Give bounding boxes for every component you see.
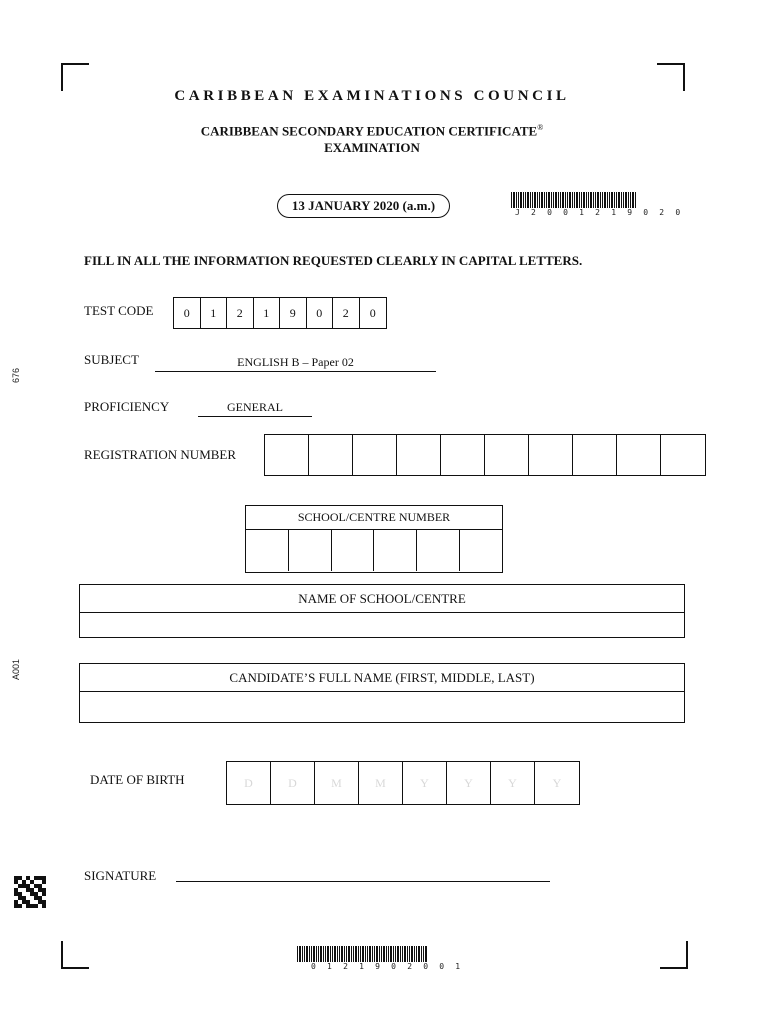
registration-cell[interactable] [617,435,661,475]
barcode-bar [632,192,634,208]
barcode-bar [588,192,589,208]
registration-cell[interactable] [441,435,485,475]
barcode-bar [541,192,543,208]
barcode-bar [346,946,347,962]
barcode-bar [614,192,615,208]
dob-cell[interactable]: M [359,762,403,804]
barcode-bar [393,946,394,962]
dob-cell[interactable]: Y [447,762,491,804]
centre-number-cells [246,530,502,571]
candidate-name-box [79,663,685,723]
top-barcode-digits: J 2 0 0 1 2 1 9 0 2 0 [515,208,684,217]
barcode-bar [595,192,596,208]
barcode-bar [344,946,345,962]
centre-number-cell[interactable] [332,530,375,571]
dob-boxes [226,761,580,805]
barcode-bar [411,946,413,962]
test-code-digit: 2 [333,298,360,328]
registration-cell[interactable] [309,435,353,475]
barcode-bar [513,192,515,208]
barcode-bar [574,192,575,208]
barcode-bar [402,946,403,962]
barcode-bar [334,946,336,962]
barcode-bar [567,192,568,208]
barcode-bar [590,192,592,208]
barcode-bar [523,192,524,208]
side-code-middle: A001 [11,658,21,680]
certificate-title-text: CARIBBEAN SECONDARY EDUCATION CERTIFICATE [200,123,538,139]
barcode-bar [355,946,357,962]
bottom-barcode-digits: 0 1 2 1 9 0 2 0 0 1 [311,962,464,971]
barcode-bar [423,946,424,962]
barcode-bar [579,192,580,208]
barcode-bar [539,192,540,208]
barcode-bar [635,192,636,208]
barcode-bar [625,192,627,208]
barcode-bar [544,192,545,208]
barcode-bar [327,946,329,962]
barcode-bar [562,192,564,208]
centre-number-cell[interactable] [246,530,289,571]
examination-title: EXAMINATION [324,140,420,155]
barcode-bar [630,192,631,208]
crop-mark-bottom-right [660,941,688,969]
subject-field[interactable] [155,355,436,372]
crop-mark-top-right [657,63,685,91]
barcode-bar [548,192,550,208]
barcode-bar [560,192,561,208]
barcode-bar [297,946,298,962]
barcode-bar [381,946,382,962]
centre-number-cell[interactable] [417,530,460,571]
barcode-bar [365,946,366,962]
dob-cell[interactable]: D [227,762,271,804]
registered-mark: ® [537,123,544,132]
barcode-bar [304,946,305,962]
registration-boxes [264,434,706,476]
barcode-bar [534,192,536,208]
registration-label: REGISTRATION NUMBER [84,447,237,462]
barcode-bar [516,192,517,208]
barcode-bar [621,192,622,208]
barcode-bar [390,946,392,962]
subject-label: SUBJECT [84,352,139,367]
barcode-bar [348,946,350,962]
proficiency-field[interactable] [198,400,312,417]
barcode-bar [383,946,385,962]
barcode-bar [397,946,399,962]
barcode-bar [320,946,322,962]
barcode-bar [386,946,387,962]
school-name-box [79,584,685,638]
barcode-bar [604,192,606,208]
barcode-bar [551,192,552,208]
barcode-bar [555,192,557,208]
barcode-bar [576,192,578,208]
barcode-bar [358,946,359,962]
test-code-boxes [173,297,387,329]
barcode-bar [609,192,610,208]
dob-cell[interactable]: Y [491,762,535,804]
barcode-bar [569,192,571,208]
test-code-digit: 1 [201,298,228,328]
candidate-name-label: CANDIDATE’S FULL NAME (FIRST, MIDDLE, LAST) [80,664,684,692]
barcode-bar [418,946,420,962]
barcode-bar [332,946,333,962]
barcode-bar [353,946,354,962]
barcode-bar [313,946,315,962]
centre-number-cell[interactable] [374,530,417,571]
qr-code-icon [14,876,46,908]
dob-cell[interactable]: D [271,762,315,804]
top-barcode [511,192,683,217]
barcode-bar [546,192,547,208]
barcode-bar [421,946,422,962]
test-code-digit: 0 [307,298,334,328]
barcode-bar [618,192,620,208]
barcode-bar [306,946,308,962]
test-code-digit: 2 [227,298,254,328]
barcode-bar [351,946,352,962]
dob-cell[interactable]: Y [403,762,447,804]
centre-number-box [245,505,503,573]
dob-cell[interactable]: M [315,762,359,804]
school-name-field[interactable] [80,613,684,637]
barcode-bar [530,192,531,208]
barcode-bar [527,192,529,208]
crop-mark-top-left [61,63,89,91]
council-title: CARIBBEAN EXAMINATIONS COUNCIL [174,88,570,104]
barcode-bar [623,192,624,208]
barcode-bar [369,946,371,962]
barcode-bar [400,946,401,962]
test-code-digit: 9 [280,298,307,328]
barcode-bar [511,192,512,208]
barcode-bar [337,946,338,962]
registration-cell[interactable] [661,435,705,475]
barcode-bar [404,946,406,962]
barcode-bar [616,192,617,208]
centre-number-cell[interactable] [460,530,502,571]
barcode-bar [325,946,326,962]
centre-number-label: SCHOOL/CENTRE NUMBER [246,506,502,530]
barcode-bar [309,946,310,962]
barcode-bar [372,946,373,962]
certificate-title [0,123,744,139]
signature-label: SIGNATURE [84,868,157,883]
proficiency-value: GENERAL [227,400,283,414]
barcode-bar [558,192,559,208]
barcode-bar [395,946,396,962]
barcode-bar [323,946,324,962]
centre-number-cell[interactable] [289,530,332,571]
barcode-bar [553,192,554,208]
barcode-bar [341,946,343,962]
barcode-bar [374,946,375,962]
barcode-bar [593,192,594,208]
top-barcode-bars [511,192,683,208]
barcode-bar [376,946,378,962]
registration-cell[interactable] [573,435,617,475]
barcode-bar [330,946,331,962]
registration-cell[interactable] [485,435,529,475]
barcode-bar [518,192,519,208]
barcode-bar [600,192,601,208]
barcode-bar [302,946,303,962]
barcode-bar [602,192,603,208]
barcode-bar [581,192,582,208]
registration-cell[interactable] [397,435,441,475]
dob-label: DATE OF BIRTH [90,772,185,787]
dob-cell[interactable]: Y [552,775,562,790]
exam-date: 13 JANUARY 2020 (a.m.) [277,194,450,218]
candidate-name-field[interactable] [80,692,684,722]
test-code-digit: 1 [254,298,281,328]
registration-cell[interactable] [529,435,573,475]
barcode-bar [388,946,389,962]
barcode-bar [379,946,380,962]
barcode-bar [532,192,533,208]
barcode-bar [362,946,364,962]
instruction-text: FILL IN ALL THE INFORMATION REQUESTED CLEARLY IN CAPITAL LETTERS. [84,253,583,268]
barcode-bar [318,946,319,962]
bottom-barcode-bars [297,946,463,962]
barcode-bar [611,192,613,208]
barcode-bar [583,192,585,208]
test-code-digit: 0 [369,305,376,320]
barcode-bar [339,946,340,962]
subject-value: ENGLISH B – Paper 02 [237,355,354,369]
registration-cell[interactable] [353,435,397,475]
barcode-bar [414,946,415,962]
barcode-bar [416,946,417,962]
barcode-bar [572,192,573,208]
barcode-bar [565,192,566,208]
signature-field[interactable] [176,866,550,882]
barcode-bar [628,192,629,208]
crop-mark-bottom-left [61,941,89,969]
bottom-barcode [297,946,463,971]
test-code-digit: 0 [174,298,201,328]
school-name-label: NAME OF SCHOOL/CENTRE [80,585,684,613]
barcode-bar [311,946,312,962]
barcode-bar [586,192,587,208]
barcode-bar [409,946,410,962]
barcode-bar [520,192,522,208]
side-code-top: 676 [11,367,21,383]
barcode-bar [407,946,408,962]
barcode-bar [597,192,599,208]
proficiency-label: PROFICIENCY [84,399,170,414]
barcode-bar [425,946,427,962]
barcode-bar [525,192,526,208]
barcode-bar [367,946,368,962]
barcode-bar [299,946,301,962]
barcode-bar [316,946,317,962]
registration-cell[interactable] [265,435,309,475]
barcode-bar [360,946,361,962]
barcode-bar [607,192,608,208]
test-code-label: TEST CODE [84,303,154,318]
barcode-bar [537,192,538,208]
